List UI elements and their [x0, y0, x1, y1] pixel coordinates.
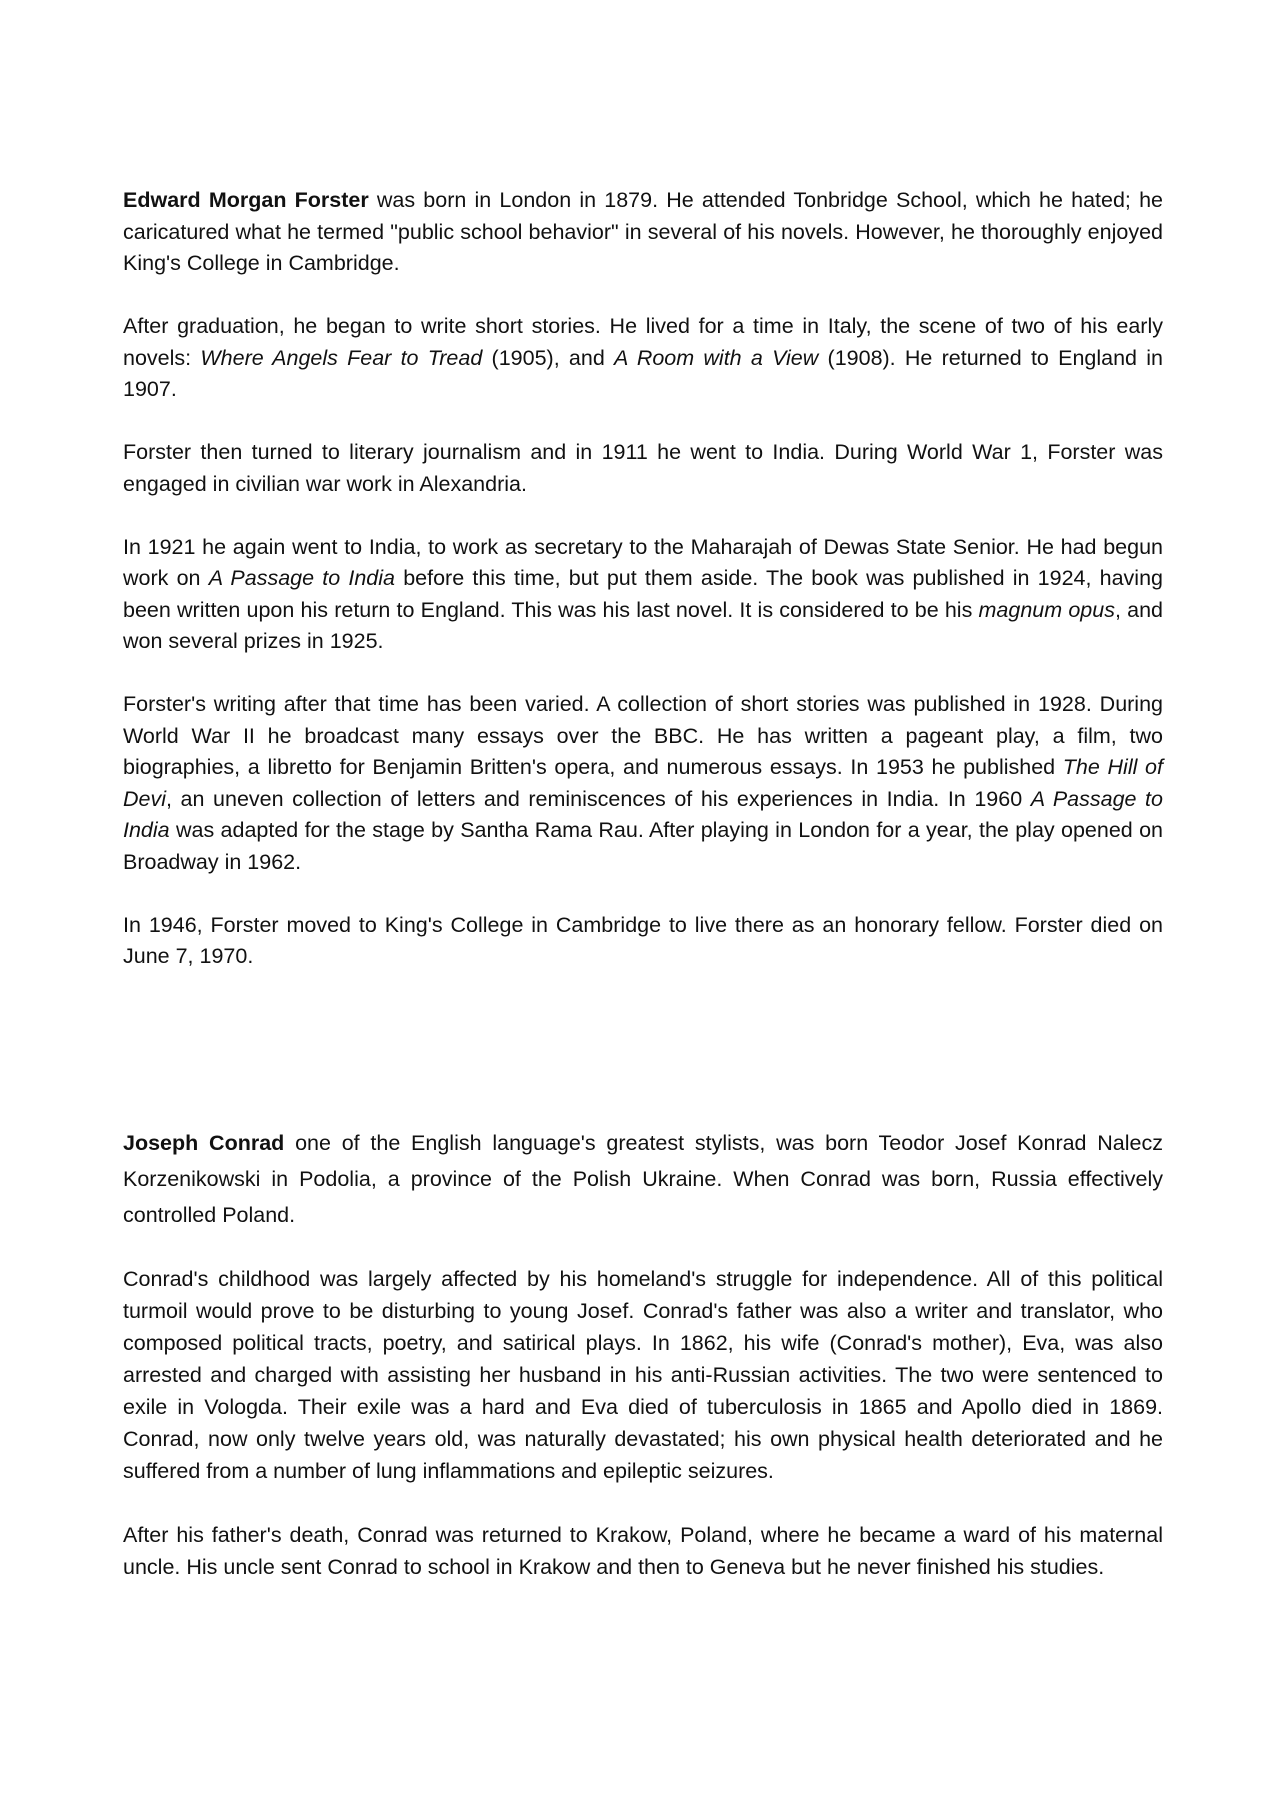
conrad-biography — [123, 1125, 1163, 1614]
forster-paragraph-4 — [123, 532, 1163, 658]
forster-paragraph-6 — [123, 910, 1163, 973]
forster-p4-text-3: , and won several prizes in 1925. — [123, 597, 1163, 653]
forster-p2-text-3: (1908). He returned to England in 1907. — [123, 345, 1163, 401]
conrad-paragraph-3 — [123, 1519, 1163, 1583]
conrad-paragraph-1 — [123, 1125, 1163, 1233]
forster-p3-text: Forster then turned to literary journalism and in 1911 he went to India. During World War 1, Forster was engaged in civilian war work in Alexandria. — [123, 440, 1163, 496]
forster-p6-text: In 1946, Forster moved to King's College in Cambridge to live there as an honorary fellow. Forster died on June 7, 1970. — [123, 912, 1163, 968]
conrad-p1-text: one of the English language's greatest stylists, was born Teodor Josef Konrad Nalecz Korzenikowski in Podolia, a province of the Polish Ukraine. When Conrad was born, Russia effectively controlled Poland. — [123, 1131, 1163, 1227]
forster-p1-text: was born in London in 1879. He attended Tonbridge School, which he hated; he caricatured what he termed "public school behavior" in several of his novels. However, he thoroughly enjoyed King's College in Cambridge. — [123, 188, 1163, 275]
forster-paragraph-2 — [123, 311, 1163, 406]
conrad-p2-text: Conrad's childhood was largely affected by his homeland's struggle for independence. All of this political turmoil would prove to be disturbing to young Josef. Conrad's father was also a writer and translator, who composed political tracts, poetry, and satirical plays. In 1862, his wife (Conrad's mother), Eva, was also arrested and charged with assisting her husband in his anti-Russian activities. The two were sentenced to exile in Vologda. Their exile was a hard and Eva died of tuberculosis in 1865 and Apollo died in 1869. Conrad, now only twelve years old, was naturally devastated; his own physical health deteriorated and he suffered from a number of lung inflammations and epileptic seizures. — [123, 1267, 1163, 1483]
book-title-where-angels: Where Angels Fear to Tread — [200, 345, 483, 370]
book-title-passage-to-india: A Passage to India — [208, 566, 396, 590]
book-title-hill-of-devi: The Hill of Devi — [123, 755, 1163, 811]
forster-paragraph-3 — [123, 437, 1163, 500]
forster-p5-text-3: was adapted for the stage by Santha Rama Rau. After playing in London for a year, the play opened on Broadway in 1962. — [123, 818, 1163, 874]
conrad-paragraph-2 — [123, 1263, 1163, 1487]
book-title-room-with-view: A Room with a View — [614, 345, 819, 370]
forster-name: Edward Morgan Forster — [123, 188, 369, 212]
forster-p2-text-1: After graduation, he began to write short stories. He lived for a time in Italy, the scene of two of his early novels: — [123, 314, 1163, 370]
forster-paragraph-1 — [123, 185, 1163, 280]
conrad-name: Joseph Conrad — [123, 1131, 285, 1155]
forster-p5-text-1: Forster's writing after that time has been varied. A collection of short stories was published in 1928. During World War II he broadcast many essays over the BBC. He has written a pageant play, a film, two biographies, a libretto for Benjamin Britten's opera, and numerous essays. In 1953 he published — [123, 692, 1163, 779]
conrad-p3-text: After his father's death, Conrad was returned to Krakow, Poland, where he became a ward of his maternal uncle. His uncle sent Conrad to school in Krakow and then to Geneva but he never finished his studies. — [123, 1522, 1163, 1579]
phrase-magnum-opus: magnum opus — [978, 597, 1115, 622]
book-title-passage-to-india-2: A Passage to India — [123, 786, 1163, 842]
forster-p4-text-1: In 1921 he again went to India, to work as secretary to the Maharajah of Dewas State Senior. He had begun work on — [123, 534, 1163, 590]
forster-p4-text-2: before this time, but put them aside. The book was published in 1924, having been written upon his return to England. This was his last novel. It is considered to be his — [123, 566, 1163, 622]
forster-paragraph-5 — [123, 689, 1163, 878]
forster-biography — [123, 185, 1163, 1004]
forster-p2-text-2: (1905), and — [482, 345, 615, 370]
forster-p5-text-2: , an uneven collection of letters and reminiscences of his experiences in India. In 1960 — [166, 786, 1031, 811]
